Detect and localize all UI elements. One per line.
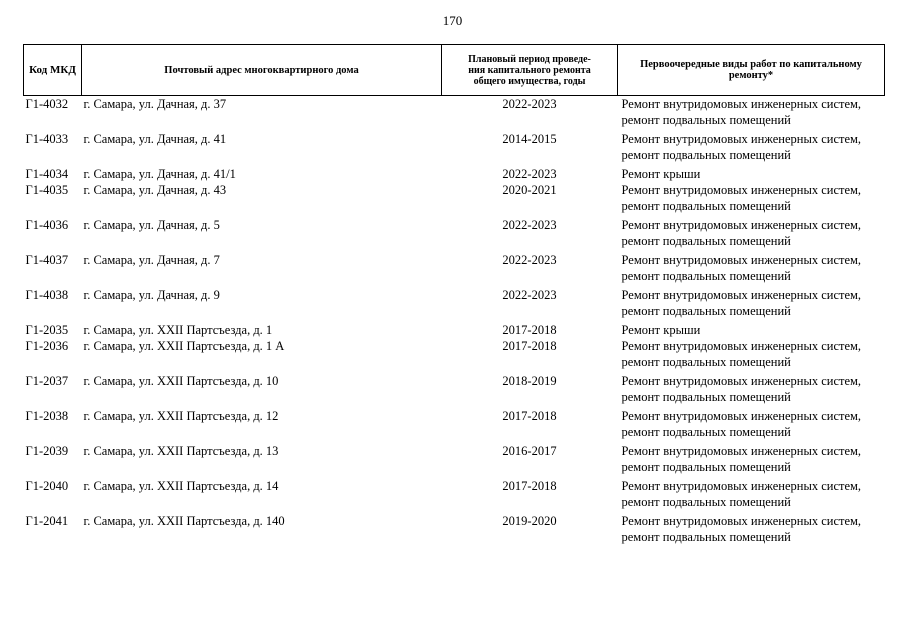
repair-work-line-1: Ремонт внутридомовых инженерных систем, bbox=[621, 253, 862, 267]
repair-period-cell: 2022-2023 bbox=[502, 288, 557, 302]
address-cell: г. Самара, ул. Дачная, д. 7 bbox=[83, 253, 220, 267]
repair-period-cell: 2022-2023 bbox=[502, 97, 557, 111]
repair-period-cell: 2018-2019 bbox=[502, 374, 557, 388]
repair-work-line-1: Ремонт внутридомовых инженерных систем, bbox=[621, 218, 862, 232]
repair-period-cell: 2017-2018 bbox=[502, 339, 557, 353]
repair-work-line-2: ремонт подвальных помещений bbox=[621, 113, 791, 127]
mkd-code-cell: Г1-2036 bbox=[25, 339, 69, 353]
repair-works-cell bbox=[618, 513, 885, 545]
repair-work-line-1: Ремонт внутридомовых инженерных систем, bbox=[621, 183, 862, 197]
repair-work-line-2: ремонт подвальных помещений bbox=[621, 148, 791, 162]
repair-works-cell bbox=[618, 96, 885, 129]
table-row bbox=[24, 408, 885, 440]
header-works bbox=[618, 45, 885, 96]
repair-work-line-1: Ремонт крыши bbox=[621, 167, 701, 181]
address-cell: г. Самара, ул. XXII Партсъезда, д. 10 bbox=[83, 374, 279, 388]
repair-work-line-1: Ремонт внутридомовых инженерных систем, bbox=[621, 409, 862, 423]
repair-work-line-1: Ремонт внутридомовых инженерных систем, bbox=[621, 288, 862, 302]
table-header-row bbox=[24, 45, 885, 96]
repair-works-cell bbox=[618, 252, 885, 284]
page-number: 170 bbox=[442, 13, 463, 28]
address-cell: г. Самара, ул. Дачная, д. 37 bbox=[83, 97, 227, 111]
table-row bbox=[24, 338, 885, 370]
mkd-code-cell: Г1-2040 bbox=[25, 479, 69, 493]
table-row bbox=[24, 443, 885, 475]
mkd-code-cell: Г1-4032 bbox=[25, 97, 69, 111]
header-works-line-2: ремонту* bbox=[728, 70, 774, 81]
table-row bbox=[24, 252, 885, 284]
mkd-code-cell: Г1-4037 bbox=[25, 253, 69, 267]
repair-period-cell: 2022-2023 bbox=[502, 167, 557, 181]
repair-work-line-1: Ремонт внутридомовых инженерных систем, bbox=[621, 514, 862, 528]
repair-work-line-1: Ремонт внутридомовых инженерных систем, bbox=[621, 444, 862, 458]
housing-repair-table bbox=[23, 44, 885, 545]
address-cell: г. Самара, ул. Дачная, д. 5 bbox=[83, 218, 220, 232]
mkd-code-cell: Г1-4038 bbox=[25, 288, 69, 302]
table-row bbox=[24, 373, 885, 405]
header-period-line-1: Плановый период проведе- bbox=[468, 53, 591, 65]
repair-work-line-2: ремонт подвальных помещений bbox=[621, 355, 791, 369]
repair-works-cell bbox=[618, 182, 885, 214]
address-cell: г. Самара, ул. XXII Партсъезда, д. 140 bbox=[83, 514, 285, 528]
header-address: Почтовый адрес многоквартирного дома bbox=[82, 45, 442, 96]
repair-works-cell bbox=[618, 408, 885, 440]
table-row bbox=[24, 166, 885, 182]
table-row bbox=[24, 287, 885, 319]
table-body bbox=[24, 96, 885, 546]
table-row bbox=[24, 96, 885, 129]
repair-work-line-1: Ремонт внутридомовых инженерных систем, bbox=[621, 479, 862, 493]
repair-works-cell bbox=[618, 166, 885, 182]
address-cell: г. Самара, ул. Дачная, д. 41 bbox=[83, 132, 227, 146]
address-cell: г. Самара, ул. Дачная, д. 43 bbox=[83, 183, 227, 197]
repair-works-cell bbox=[618, 373, 885, 405]
repair-works-cell bbox=[618, 338, 885, 370]
mkd-code-cell: Г1-2038 bbox=[25, 409, 69, 423]
repair-works-cell bbox=[618, 217, 885, 249]
repair-works-cell bbox=[618, 478, 885, 510]
table-row bbox=[24, 478, 885, 510]
mkd-code-cell: Г1-4034 bbox=[25, 167, 69, 181]
repair-work-line-1: Ремонт крыши bbox=[621, 323, 701, 337]
repair-work-line-2: ремонт подвальных помещений bbox=[621, 390, 791, 404]
address-cell: г. Самара, ул. Дачная, д. 9 bbox=[83, 288, 220, 302]
address-cell: г. Самара, ул. XXII Партсъезда, д. 14 bbox=[83, 479, 279, 493]
repair-work-line-1: Ремонт внутридомовых инженерных систем, bbox=[621, 339, 862, 353]
repair-period-cell: 2022-2023 bbox=[502, 253, 557, 267]
repair-period-cell: 2017-2018 bbox=[502, 479, 557, 493]
housing-repair-table-wrapper bbox=[23, 44, 884, 545]
repair-works-cell bbox=[618, 443, 885, 475]
repair-works-cell bbox=[618, 131, 885, 163]
mkd-code-cell: Г1-4033 bbox=[25, 132, 69, 146]
repair-work-line-2: ремонт подвальных помещений bbox=[621, 425, 791, 439]
repair-period-cell: 2017-2018 bbox=[502, 409, 557, 423]
address-cell: г. Самара, ул. XXII Партсъезда, д. 1 bbox=[83, 323, 273, 337]
table-row bbox=[24, 217, 885, 249]
header-code: Код МКД bbox=[24, 45, 82, 96]
repair-period-cell: 2020-2021 bbox=[502, 183, 557, 197]
repair-work-line-2: ремонт подвальных помещений bbox=[621, 199, 791, 213]
mkd-code-cell: Г1-2039 bbox=[25, 444, 69, 458]
repair-works-cell bbox=[618, 287, 885, 319]
repair-work-line-2: ремонт подвальных помещений bbox=[621, 234, 791, 248]
mkd-code-cell: Г1-2035 bbox=[25, 323, 69, 337]
mkd-code-cell: Г1-2041 bbox=[25, 514, 69, 528]
repair-work-line-2: ремонт подвальных помещений bbox=[621, 495, 791, 509]
header-period bbox=[442, 45, 618, 96]
repair-work-line-2: ремонт подвальных помещений bbox=[621, 304, 791, 318]
repair-period-cell: 2019-2020 bbox=[502, 514, 557, 528]
repair-period-cell: 2022-2023 bbox=[502, 218, 557, 232]
address-cell: г. Самара, ул. XXII Партсъезда, д. 12 bbox=[83, 409, 279, 423]
address-cell: г. Самара, ул. XXII Партсъезда, д. 13 bbox=[83, 444, 279, 458]
repair-period-cell: 2017-2018 bbox=[502, 323, 557, 337]
mkd-code-cell: Г1-2037 bbox=[25, 374, 69, 388]
repair-work-line-1: Ремонт внутридомовых инженерных систем, bbox=[621, 97, 862, 111]
repair-period-cell: 2016-2017 bbox=[502, 444, 557, 458]
mkd-code-cell: Г1-4035 bbox=[25, 183, 69, 197]
mkd-code-cell: Г1-4036 bbox=[25, 218, 69, 232]
table-header bbox=[24, 45, 885, 96]
repair-work-line-1: Ремонт внутридомовых инженерных систем, bbox=[621, 132, 862, 146]
header-works-line-1: Первоочередные виды работ по капитальному bbox=[640, 59, 862, 70]
header-period-line-2: ния капитального ремонта bbox=[468, 64, 591, 76]
table-row bbox=[24, 322, 885, 338]
table-row bbox=[24, 182, 885, 214]
header-period-line-3: общего имущества, годы bbox=[473, 75, 586, 87]
repair-work-line-2: ремонт подвальных помещений bbox=[621, 269, 791, 283]
repair-works-cell bbox=[618, 322, 885, 338]
table-row bbox=[24, 131, 885, 163]
repair-work-line-1: Ремонт внутридомовых инженерных систем, bbox=[621, 374, 862, 388]
repair-work-line-2: ремонт подвальных помещений bbox=[621, 460, 791, 474]
repair-period-cell: 2014-2015 bbox=[502, 132, 557, 146]
address-cell: г. Самара, ул. XXII Партсъезда, д. 1 А bbox=[83, 339, 285, 353]
address-cell: г. Самара, ул. Дачная, д. 41/1 bbox=[83, 167, 236, 181]
table-row bbox=[24, 513, 885, 545]
repair-work-line-2: ремонт подвальных помещений bbox=[621, 530, 791, 544]
